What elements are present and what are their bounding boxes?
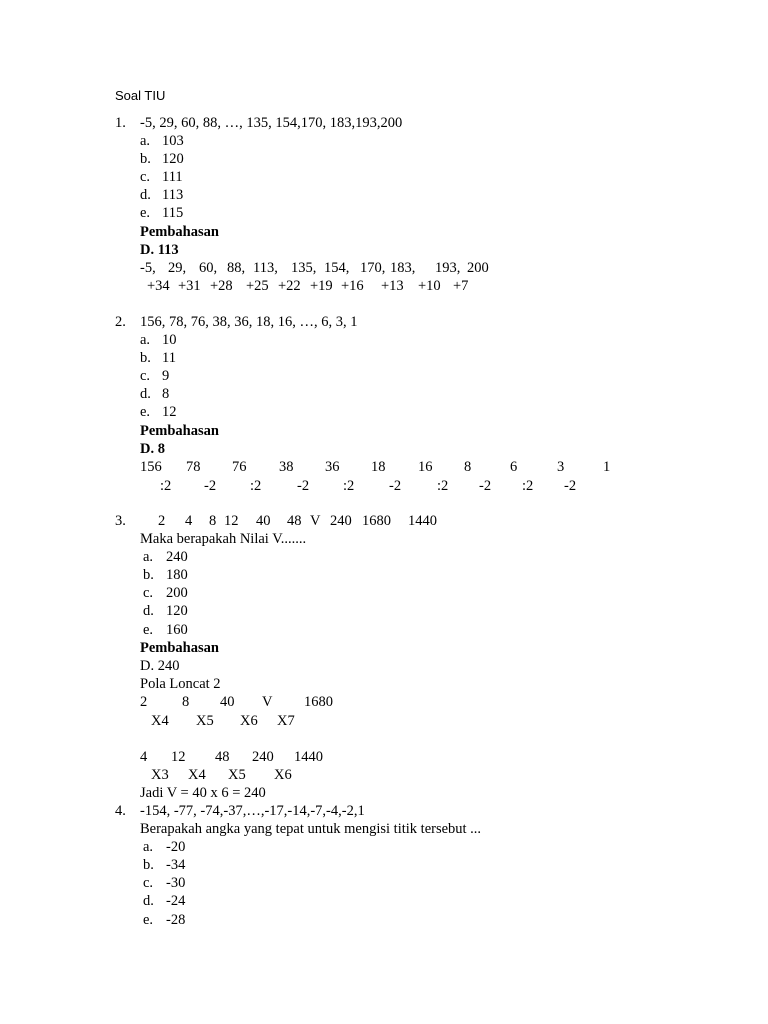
q2-option-letter: c. <box>140 368 151 384</box>
q2-operation: -2 <box>564 478 577 494</box>
q3-row1-operation: X5 <box>196 713 214 729</box>
q2-option-letter: d. <box>140 386 151 402</box>
q2-sequence-term: 38 <box>279 459 294 475</box>
q4-option-letter: d. <box>143 893 154 909</box>
q1-option-letter: b. <box>140 151 151 167</box>
q1-difference: +19 <box>310 278 333 294</box>
q1-sequence-term: -5, <box>140 260 156 276</box>
q2-option-letter: e. <box>140 404 151 420</box>
q4-option-letter: a. <box>143 839 154 855</box>
q1-sequence-term: 113, <box>253 260 278 276</box>
q1-difference: +28 <box>210 278 233 294</box>
q3-sequence-term: 8 <box>209 513 217 529</box>
q1-option-value: 115 <box>162 205 184 221</box>
q4-option-letter: b. <box>143 857 154 873</box>
q3-sequence-term: 48 <box>287 513 302 529</box>
q3-option-letter: a. <box>143 549 154 565</box>
q3-row1-operation: X4 <box>151 713 169 729</box>
q2-option-letter: a. <box>140 332 151 348</box>
question-2-number: 2. <box>115 314 126 330</box>
q1-answer: D. 113 <box>140 242 179 258</box>
q2-sequence-term: 18 <box>371 459 386 475</box>
q1-difference: +25 <box>246 278 269 294</box>
q1-sequence-term: 170, <box>360 260 386 276</box>
q3-prompt: Maka berapakah Nilai V....... <box>140 531 307 547</box>
q2-sequence-term: 36 <box>325 459 340 475</box>
q2-sequence-term: 78 <box>186 459 201 475</box>
question-3-number: 3. <box>115 513 126 529</box>
question-4-number: 4. <box>115 803 126 819</box>
q3-option-letter: d. <box>143 603 154 619</box>
q1-difference: +16 <box>341 278 364 294</box>
q2-operation: -2 <box>297 478 310 494</box>
q3-option-letter: c. <box>143 585 154 601</box>
q4-prompt: Berapakah angka yang tepat untuk mengisi titik tersebut ... <box>140 821 482 837</box>
q4-option-value: -34 <box>166 857 186 873</box>
q2-sequence-term: 8 <box>464 459 472 475</box>
q1-difference: +10 <box>418 278 441 294</box>
q3-option-value: 160 <box>166 622 188 638</box>
q1-sequence-term: 193, <box>435 260 461 276</box>
q1-sequence-term: 29, <box>168 260 187 276</box>
q1-option-letter: e. <box>140 205 151 221</box>
q3-option-letter: b. <box>143 567 154 583</box>
q3-option-value: 240 <box>166 549 188 565</box>
q3-sequence-term: 12 <box>224 513 239 529</box>
q2-sequence-term: 6 <box>510 459 518 475</box>
q1-option-letter: c. <box>140 169 151 185</box>
q1-sequence-term: 154, <box>324 260 350 276</box>
q1-sequence-term: 135, <box>291 260 317 276</box>
q3-sequence-term: V <box>310 513 321 529</box>
q3-option-value: 200 <box>166 585 188 601</box>
q3-row2-term: 240 <box>252 749 274 765</box>
q2-sequence-term: 3 <box>557 459 565 475</box>
q1-sequence-term: 60, <box>199 260 218 276</box>
q3-row2-operation: X5 <box>228 767 246 783</box>
q3-row2-term: 48 <box>215 749 230 765</box>
q2-operation: -2 <box>204 478 217 494</box>
q3-row1-term: V <box>262 694 273 710</box>
q2-option-value: 9 <box>162 368 170 384</box>
q3-row2-operation: X6 <box>274 767 292 783</box>
q3-sequence-term: 1680 <box>362 513 391 529</box>
q3-sequence-term: 1440 <box>408 513 437 529</box>
q2-sequence-term: 76 <box>232 459 247 475</box>
q2-operation: -2 <box>479 478 492 494</box>
q1-discussion-heading: Pembahasan <box>140 224 219 240</box>
q4-option-value: -30 <box>166 875 186 891</box>
q1-difference: +31 <box>178 278 201 294</box>
q3-option-value: 180 <box>166 567 188 583</box>
q3-row1-term: 40 <box>220 694 235 710</box>
q2-discussion-heading: Pembahasan <box>140 423 219 439</box>
q3-row2-term: 4 <box>140 749 148 765</box>
q3-conclusion: Jadi V = 40 x 6 = 240 <box>140 785 266 801</box>
q2-option-value: 11 <box>162 350 176 366</box>
question-4-text: -154, -77, -74,-37,…,-17,-14,-7,-4,-2,1 <box>140 803 365 819</box>
q2-sequence-term: 16 <box>418 459 433 475</box>
q2-option-letter: b. <box>140 350 151 366</box>
q1-sequence-term: 183, <box>390 260 416 276</box>
q4-option-letter: e. <box>143 912 154 928</box>
q3-row2-operation: X4 <box>188 767 206 783</box>
q3-sequence-term: 240 <box>330 513 352 529</box>
q4-option-value: -28 <box>166 912 186 928</box>
q3-sequence-term: 2 <box>158 513 166 529</box>
q2-operation: :2 <box>522 478 534 494</box>
q2-sequence-term: 1 <box>603 459 611 475</box>
q1-option-value: 103 <box>162 133 184 149</box>
q3-row1-operation: X7 <box>277 713 295 729</box>
q2-option-value: 12 <box>162 404 177 420</box>
q1-difference: +22 <box>278 278 301 294</box>
question-1-text: -5, 29, 60, 88, …, 135, 154,170, 183,193,200 <box>140 115 403 131</box>
document-title: Soal TIU <box>115 88 166 103</box>
q3-row1-term: 2 <box>140 694 148 710</box>
q1-difference: +34 <box>147 278 170 294</box>
q2-option-value: 10 <box>162 332 177 348</box>
q4-option-value: -24 <box>166 893 186 909</box>
q3-row1-operation: X6 <box>240 713 258 729</box>
q3-sequence-term: 40 <box>256 513 271 529</box>
question-1-number: 1. <box>115 115 126 131</box>
q3-row2-term: 12 <box>171 749 186 765</box>
q2-sequence-term: 156 <box>140 459 162 475</box>
q3-row1-term: 8 <box>182 694 190 710</box>
q3-row2-term: 1440 <box>294 749 323 765</box>
q3-option-value: 120 <box>166 603 188 619</box>
q2-operation: :2 <box>343 478 355 494</box>
question-2-text: 156, 78, 76, 38, 36, 18, 16, …, 6, 3, 1 <box>140 314 358 330</box>
q1-option-letter: a. <box>140 133 151 149</box>
q3-row1-term: 1680 <box>304 694 333 710</box>
q1-sequence-term: 200 <box>467 260 489 276</box>
q3-discussion-heading: Pembahasan <box>140 640 219 656</box>
q2-operation: -2 <box>389 478 402 494</box>
q1-sequence-term: 88, <box>227 260 246 276</box>
q3-row2-operation: X3 <box>151 767 169 783</box>
q3-sequence-term: 4 <box>185 513 193 529</box>
q2-answer: D. 8 <box>140 441 165 457</box>
q1-difference: +7 <box>453 278 469 294</box>
q3-option-letter: e. <box>143 622 154 638</box>
q1-option-value: 120 <box>162 151 184 167</box>
q1-difference: +13 <box>381 278 404 294</box>
q2-option-value: 8 <box>162 386 170 402</box>
q4-option-value: -20 <box>166 839 186 855</box>
q1-option-letter: d. <box>140 187 151 203</box>
q1-option-value: 113 <box>162 187 184 203</box>
q2-operation: :2 <box>250 478 262 494</box>
q4-option-letter: c. <box>143 875 154 891</box>
q2-operation: :2 <box>437 478 449 494</box>
q3-answer: D. 240 <box>140 658 180 674</box>
q2-operation: :2 <box>160 478 172 494</box>
q1-option-value: 111 <box>162 169 183 185</box>
q3-pattern-label: Pola Loncat 2 <box>140 676 221 692</box>
